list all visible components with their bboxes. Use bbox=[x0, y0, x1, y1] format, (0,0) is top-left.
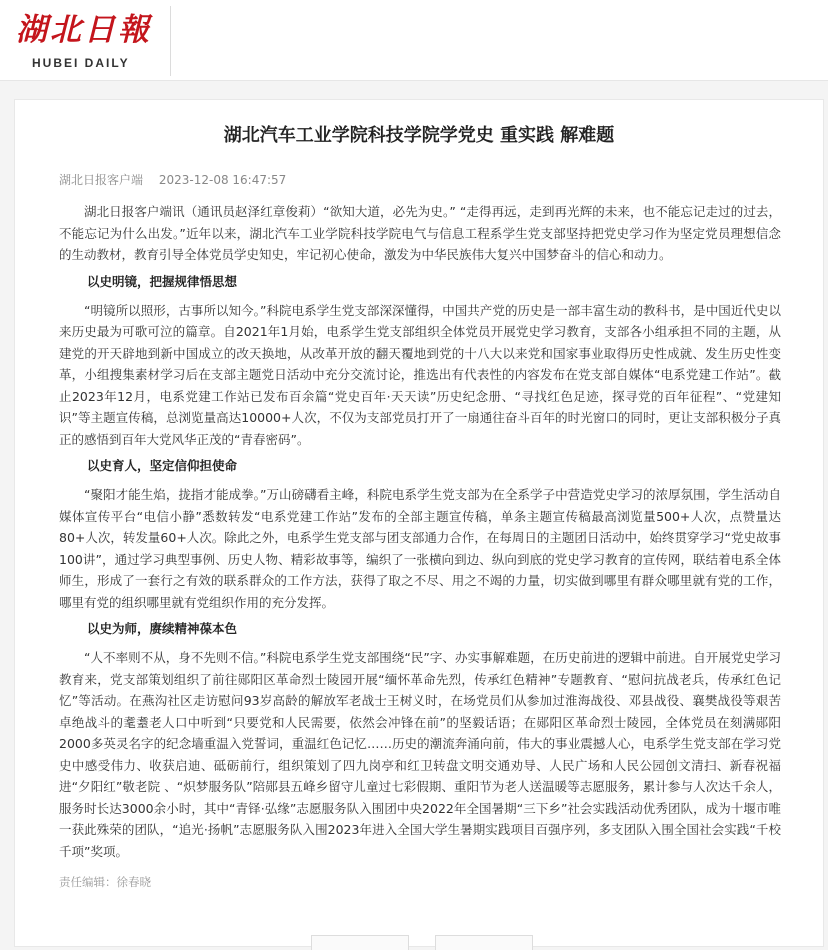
paragraph-intro: 湖北日报客户端讯（通讯员赵泽红章俊莉）“欲知大道，必先为史。” “走得再远，走到再光辉的未来，也不能忘记走过的过去，不能忘记为什么出发。”近年以来，湖北汽车工业学院科技学院电气与信息工程系学生党支部坚持把党史学习作为坚定党员理想信念的生动教材，教育引导全体党员学史知史，牢记初心使命，激发为中华民族伟大复兴中国梦奋斗的信心和动力。 bbox=[59, 204, 781, 262]
section-heading-1: 以史明镜，把握规律悟思想 bbox=[87, 273, 238, 289]
paragraph-section-3: “人不率则不从，身不先则不信。”科院电系学生党支部围绕“民”字、办实事解难题，在历史前进的逻辑中前进。自开展党史学习教育来，党支部策划组织了前往郧阳区革命烈士陵园开展“缅怀革命先烈，传承红色精神”专题教育、“慰问抗战老兵，传承红色记忆”等活动。在燕沟社区走访慰问93岁高龄的解放军老战士王树义时，在场党员们从参加过淮海战役、邓县战役、襄樊战役等艰苦卓绝战斗的耄耋老人口中听到“只要党和人民需要，依然会冲锋在前”的坚毅话语；在郧阳区革命烈士陵园，全体党员在刻满郧阳2000多英灵名字的纪念墙重温入党誓词，重温红色记忆……历史的潮流奔涌向前，伟大的事业震撼人心，电系学生党支部在学习党史中感受伟力、收获启迪、砥砺前行，组织策划了四九岗亭和红卫转盘文明交通劝导、人民广场和人民公园创文清扫、新春祝福进“夕阳红”敬老院 、“炽梦服务队”陪郧县五峰乡留守儿童过七彩假期、重阳节为老人送温暖等志愿服务，累计参与人次达千余人，服务时长达3000余小时，其中“青铎·弘缘”志愿服务队入围团中央2022年全国暑期“三下乡”社会实践活动优秀团队，成为十堰市唯一获此殊荣的团队，“追光·扬帆”志愿服务队入围2023年进入全国大学生暑期实践项目百强序列，多支团队入围全国社会实践“千校千项”奖项。 bbox=[59, 650, 781, 859]
footer-actions bbox=[311, 935, 531, 947]
article-card bbox=[14, 99, 824, 947]
hubei-daily-logo[interactable] bbox=[12, 6, 171, 76]
article-body bbox=[15, 201, 823, 862]
article-source: 湖北日报客户端 bbox=[59, 173, 144, 187]
top-bar bbox=[0, 0, 828, 81]
article-datetime: 2023-12-08 16:47:57 bbox=[158, 173, 287, 187]
section-heading-2: 以史育人，坚定信仰担使命 bbox=[87, 458, 238, 473]
article-meta bbox=[59, 171, 823, 188]
section-heading-3: 以史为师，赓续精神葆本色 bbox=[87, 621, 238, 636]
footer-action-right[interactable] bbox=[435, 935, 533, 950]
paragraph-section-2: “聚阳才能生焰，拢指才能成拳。”万山磅礴看主峰，科院电系学生党支部为在全系学子中营造党史学习的浓厚氛围，学生活动自媒体宣传平台“电信小静”悉数转发“电系党建工作站”发布的全部主题宣传稿，单条主题宣传稿最高浏览量500+人次，点赞量达80+人次，转发量60+人次。除此之外，电系学生党支部与团支部通力合作，在每周日的主题团日活动中，始终贯穿学习“党史故事100讲”，通过学习典型事例、历史人物、精彩故事等，编织了一张横向到边、纵向到底的党史学习教育的宣传网，联结着电系全体师生，形成了一套行之有效的联系群众的工作方法，获得了取之不尽、用之不竭的力量，切实做到哪里有群众哪里就有党的工作，哪里有党的组织哪里就有党组织作用的充分发挥。 bbox=[59, 487, 781, 610]
logo-english-text: HUBEI DAILY bbox=[32, 56, 130, 70]
logo-chinese-text: 湖北日報 bbox=[16, 12, 152, 48]
footer-action-left[interactable] bbox=[311, 935, 409, 950]
responsible-editor: 责任编辑：徐春晓 bbox=[59, 875, 151, 889]
article-title: 湖北汽车工业学院科技学院学党史 重实践 解难题 bbox=[223, 125, 615, 146]
paragraph-section-1: “明镜所以照形，古事所以知今。”科院电系学生党支部深深懂得，中国共产党的历史是一部丰富生动的教科书，是中国近代史以来历史最为可歌可泣的篇章。自2021年1月始，电系学生党支部组织全体党员开展党史学习教育，支部各小组承担不同的主题，从建党的开天辟地到新中国成立的改天换地，从改革开放的翻天覆地到党的十八大以来党和国家事业取得历史性成就、发生历史性变革，小组搜集素材学习后在支部主题党日活动中充分交流讨论，推选出有代表性的内容发布在党支部自媒体“电系党建工作站”。截止2023年12月，电系党建工作站已发布百余篇“党史百年·天天读”历史纪念册、“寻找红色足迹，探寻党的百年征程”、“党建知识”等主题宣传稿，总浏览量高达10000+人次，不仅为支部党员打开了一扇通往奋斗百年的时光窗口的同时，更让支部积极分子真正的感悟到百年大党风华正茂的“青春密码”。 bbox=[59, 302, 781, 447]
